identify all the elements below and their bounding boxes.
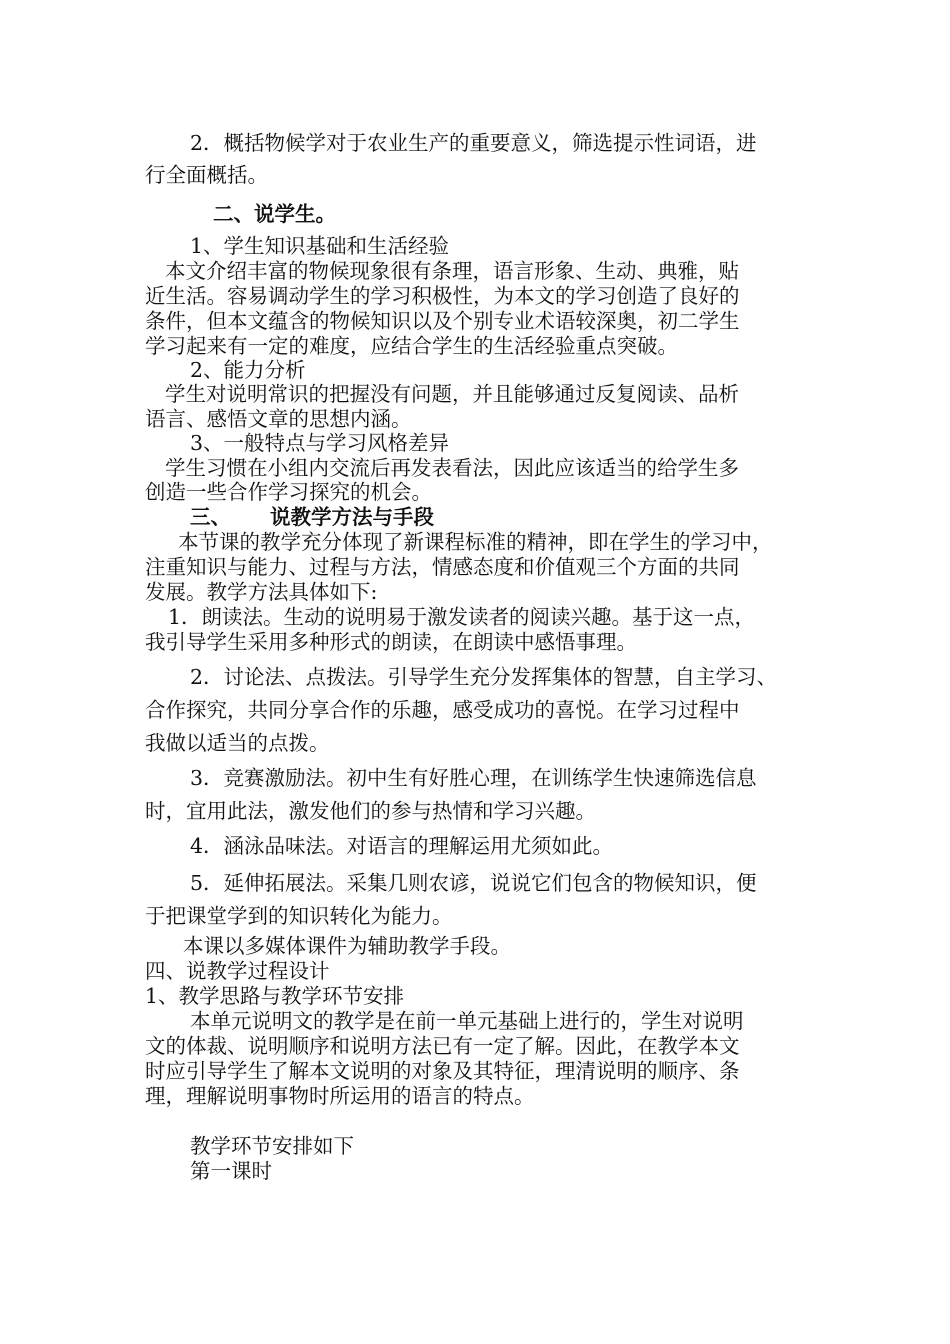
subsection-heading: 2、能力分析 [190, 358, 306, 382]
text-line: 理，理解说明事物时所运用的语言的特点。 [145, 1084, 535, 1108]
text-line: 文的体裁、说明顺序和说明方法已有一定了解。因此，在教学本文 [145, 1034, 740, 1058]
text-line: 第一课时 [190, 1159, 272, 1183]
text-line: 时，宜用此法，激发他们的参与热情和学习兴趣。 [145, 799, 596, 823]
text-line: 2．概括物候学对于农业生产的重要意义，筛选提示性词语，进 [190, 131, 757, 155]
text-line: 我做以适当的点拨。 [145, 731, 330, 755]
text-line: 注重知识与能力、过程与方法，情感态度和价值观三个方面的共同 [145, 555, 740, 579]
text-line: 于把课堂学到的知识转化为能力。 [145, 904, 453, 928]
subsection-heading: 3、一般特点与学习风格差异 [190, 431, 450, 455]
section-heading-number: 三、 [190, 505, 231, 529]
section-heading: 二、说学生。 [213, 202, 336, 226]
text-line: 3．竞赛激励法。初中生有好胜心理，在训练学生快速筛选信息 [190, 766, 757, 790]
text-line: 条件，但本文蕴含的物候知识以及个别专业术语较深奥，初二学生 [145, 309, 740, 333]
text-line: 教学环节安排如下 [190, 1134, 354, 1158]
section-heading: 说教学方法与手段 [270, 505, 434, 529]
text-line: 合作探究，共同分享合作的乐趣，感受成功的喜悦。在学习过程中 [145, 698, 740, 722]
text-line: 我引导学生采用多种形式的朗读，在朗读中感悟事理。 [145, 630, 637, 654]
text-line: 1．朗读法。生动的说明易于激发读者的阅读兴趣。基于这一点， [168, 605, 756, 629]
section-heading: 四、说教学过程设计 [145, 959, 330, 983]
text-line: 学生对说明常识的把握没有问题，并且能够通过反复阅读、品析 [165, 382, 739, 406]
text-line: 5．延伸拓展法。采集几则农谚，说说它们包含的物候知识，便 [190, 871, 757, 895]
text-line: 时应引导学生了解本文说明的对象及其特征，理清说明的顺序、条 [145, 1059, 740, 1083]
text-line: 学生习惯在小组内交流后再发表看法，因此应该适当的给学生多 [165, 456, 739, 480]
text-line: 本节课的教学充分体现了新课程标准的精神，即在学生的学习中， [178, 530, 773, 554]
text-line: 学习起来有一定的难度，应结合学生的生活经验重点突破。 [145, 334, 678, 358]
text-line: 近生活。容易调动学生的学习积极性，为本文的学习创造了良好的 [145, 284, 740, 308]
text-line: 语言、感悟文章的思想内涵。 [145, 407, 412, 431]
text-line: 本课以多媒体课件为辅助教学手段。 [183, 934, 511, 958]
text-line: 4．涵泳品味法。对语言的理解运用尤须如此。 [190, 834, 614, 858]
text-line: 2．讨论法、点拨法。引导学生充分发挥集体的智慧，自主学习、 [190, 665, 778, 689]
subsection-heading: 1、学生知识基础和生活经验 [190, 234, 450, 258]
text-line: 行全面概括。 [145, 163, 268, 187]
text-line: 本单元说明文的教学是在前一单元基础上进行的，学生对说明 [190, 1009, 744, 1033]
text-line: 本文介绍丰富的物候现象很有条理，语言形象、生动、典雅，贴 [165, 259, 739, 283]
subsection-heading: 1、教学思路与教学环节安排 [145, 984, 405, 1008]
text-line: 发展。教学方法具体如下: [145, 580, 378, 604]
text-line: 创造一些合作学习探究的机会。 [145, 480, 432, 504]
